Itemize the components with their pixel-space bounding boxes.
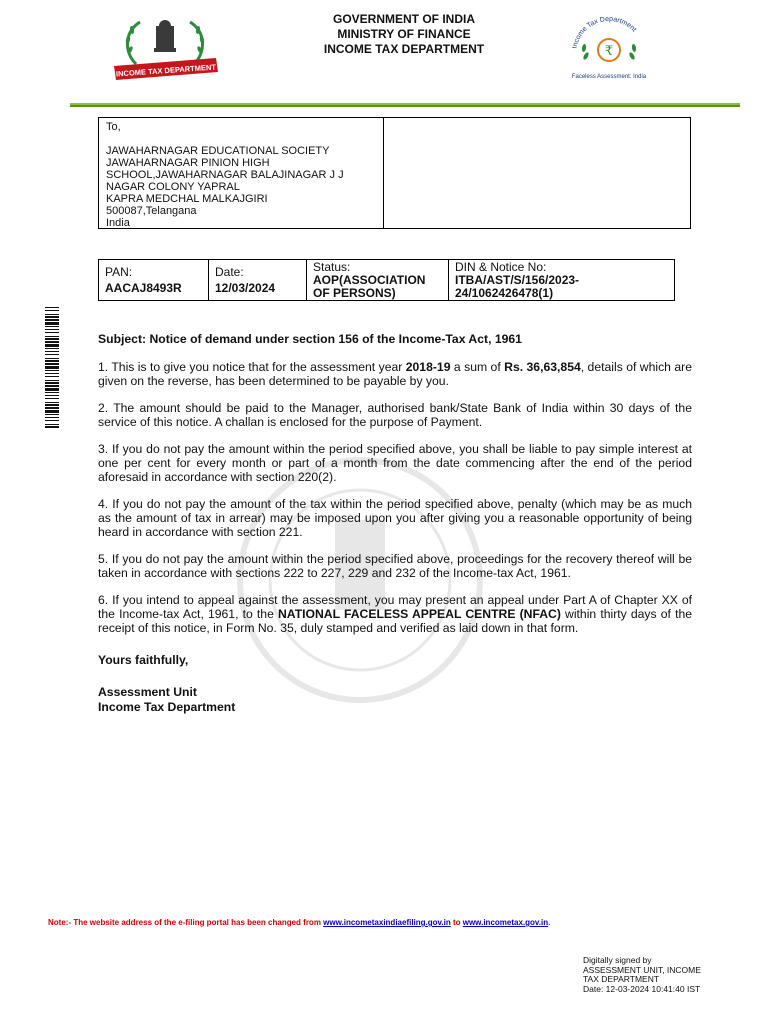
digital-signature: Digitally signed by ASSESSMENT UNIT, INCOME TAX DEPARTMENT Date: 12-03-2024 10:41:40 IST	[583, 955, 701, 994]
new-portal-link[interactable]: www.incometax.gov.in	[462, 918, 549, 927]
emblem-ribbon-text: INCOME TAX DEPARTMENT	[115, 62, 217, 79]
demand-amount: Rs. 36,63,854	[504, 360, 581, 374]
address-line: SCHOOL,JAWAHARNAGAR BALAJINAGAR J J	[106, 169, 344, 181]
document-header	[260, 12, 548, 57]
status-value-line1: AOP(ASSOCIATION	[313, 272, 426, 287]
income-tax-emblem-logo	[106, 14, 224, 84]
notice-body	[98, 332, 692, 715]
signatory-unit: Assessment Unit	[98, 685, 197, 699]
paragraph-3: 3. If you do not pay the amount within the period specified above, you shall be liable to pay simple interest at one per cent for every month or part of a month from the date commencing after the end of the period aforesaid in accordance with section 220(2).	[98, 442, 692, 484]
nfac-name: NATIONAL FACELESS APPEAL CENTRE (NFAC)	[278, 607, 561, 621]
address-line: KAPRA MEDCHAL MALKAJGIRI	[106, 193, 268, 205]
old-portal-link[interactable]: www.incometaxindiaefiling.gov.in	[323, 918, 451, 927]
paragraph-5: 5. If you do not pay the amount within the period specified above, proceedings for the recovery thereof will be taken in accordance with sections 222 to 227, 229 and 232 of the Income-tax Act, 1961.	[98, 552, 692, 580]
header-department: INCOME TAX DEPARTMENT	[323, 42, 485, 56]
signatory-department: Income Tax Department	[98, 700, 236, 714]
din-label: DIN & Notice No:	[455, 259, 547, 274]
closing-salutation: Yours faithfully,	[98, 653, 189, 667]
header-government: GOVERNMENT OF INDIA	[332, 12, 475, 26]
address-empty-cell	[384, 118, 690, 228]
pan-label: PAN:	[105, 264, 133, 279]
status-cell	[307, 260, 449, 300]
assessment-year: 2018-19	[405, 360, 451, 374]
din-cell	[449, 260, 674, 300]
logo-caption: Faceless Assessment: India	[571, 74, 647, 80]
notice-info-table	[98, 259, 675, 301]
pan-value: AACAJ8493R	[105, 280, 182, 295]
pan-cell	[99, 260, 209, 300]
status-label: Status:	[313, 259, 351, 274]
date-cell	[209, 260, 307, 300]
svg-text:₹: ₹	[604, 44, 614, 59]
date-value: 12/03/2024	[215, 280, 276, 295]
to-label: To,	[106, 121, 121, 133]
recipient-address	[99, 118, 384, 228]
din-value-line1: ITBA/AST/S/156/2023-	[455, 272, 580, 287]
status-value-line2: OF PERSONS)	[313, 285, 396, 300]
notice-subject: Subject: Notice of demand under section 156 of the Income-Tax Act, 1961	[98, 332, 522, 346]
address-line: India	[106, 217, 130, 229]
logo-arc-text: Income Tax Department	[571, 16, 638, 50]
date-label: Date:	[215, 264, 244, 279]
address-box	[98, 117, 691, 229]
din-value-line2: 24/1062426478(1)	[455, 285, 554, 300]
header-divider	[70, 103, 740, 107]
header-ministry: MINISTRY OF FINANCE	[337, 27, 471, 41]
signatory	[98, 685, 692, 715]
faceless-assessment-logo	[556, 16, 662, 84]
address-line: JAWAHARNAGAR EDUCATIONAL SOCIETY	[106, 145, 330, 157]
paragraph-6: 6. If you intend to appeal against the assessment, you may present an appeal under Part A of Chapter XX of the Income-tax Act, 1961, to the NATIONAL FACELESS APPEAL CENTRE (NFAC) within thirty days of the receipt of this notice, in Form No. 35, duly stamped and verified as laid down in that form.	[98, 593, 693, 635]
barcode	[45, 307, 59, 429]
address-line: JAWAHARNAGAR PINION HIGH	[106, 157, 270, 169]
address-line: 500087,Telangana	[106, 205, 197, 217]
footer-note: Note:- The website address of the e-filing portal has been changed from www.incometaxindiaefiling.gov.in to www.incometax.gov.in.	[48, 918, 551, 927]
address-line: NAGAR COLONY YAPRAL	[106, 181, 240, 193]
paragraph-1: 1. This is to give you notice that for the assessment year 2018-19 a sum of Rs. 36,63,854, details of which are given on the reverse, has been determined to be payable by you.	[98, 360, 692, 388]
paragraph-2: 2. The amount should be paid to the Manager, authorised bank/State Bank of India within 30 days of the service of this notice. A challan is enclosed for the purpose of Payment.	[98, 401, 692, 429]
paragraph-4: 4. If you do not pay the amount of the tax within the period specified above, penalty (which may be as much as the amount of tax in arrear) may be imposed upon you after giving you a reasonable opportunity of being heard in accordance with section 221.	[98, 497, 692, 539]
